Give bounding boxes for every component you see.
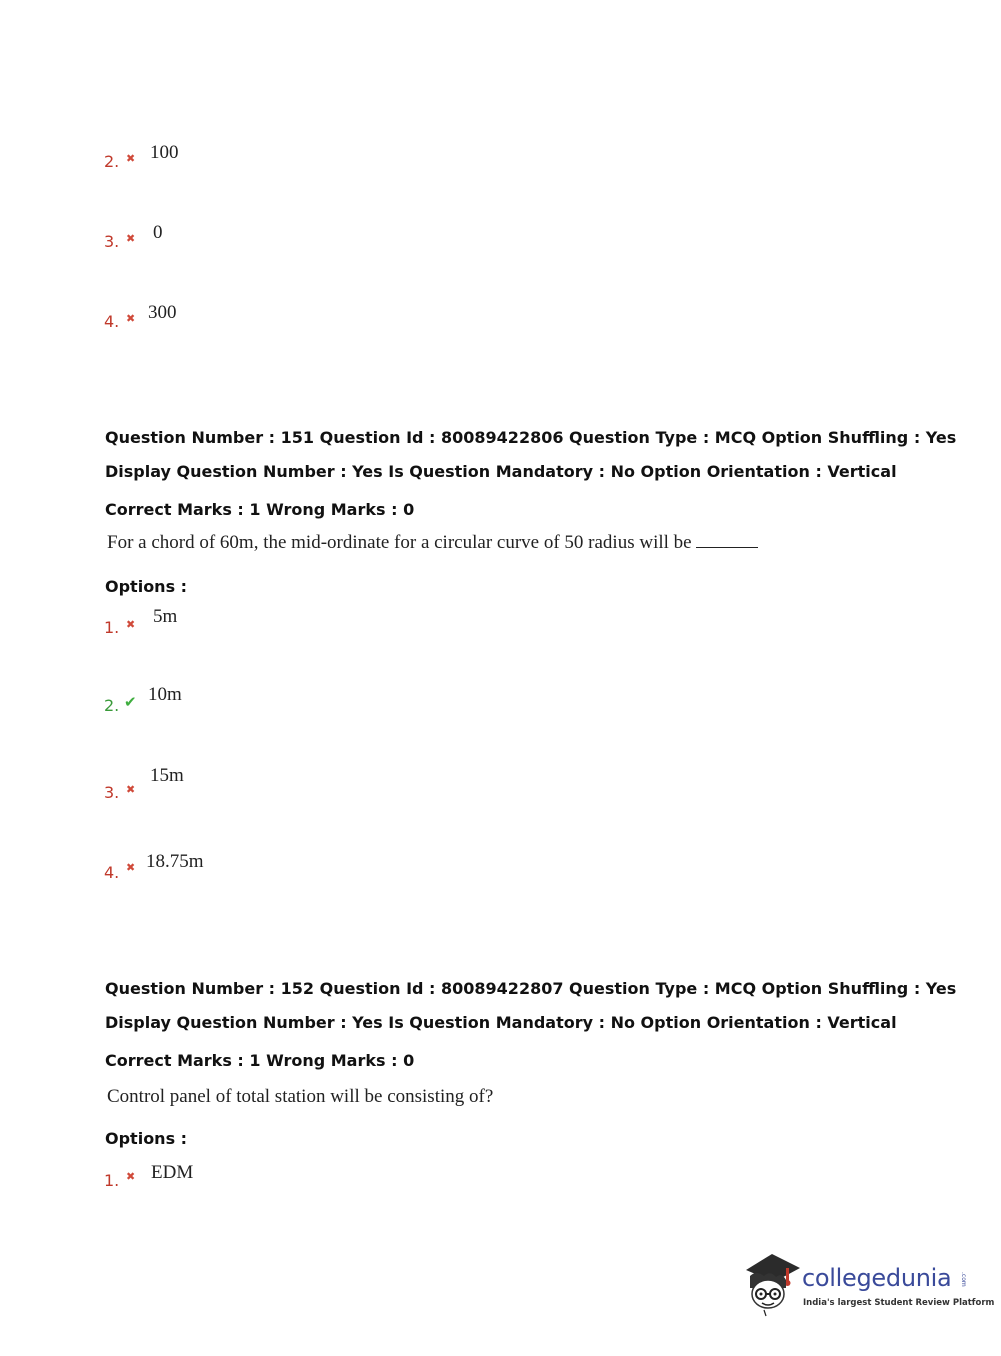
option-number: 4. xyxy=(104,863,120,882)
brand-tagline: India's largest Student Review Platform xyxy=(803,1298,995,1308)
question-meta-line-1: Question Number : 151 Question Id : 80089422806 Question Type : MCQ Option Shuffling : Yes xyxy=(105,428,957,447)
option-text: EDM xyxy=(151,1162,194,1183)
option-text: 10m xyxy=(148,684,182,705)
wrong-mark-icon: ✖ xyxy=(126,861,136,874)
option-number: 4. xyxy=(104,312,120,331)
option-text: 0 xyxy=(153,222,163,243)
options-label: Options : xyxy=(105,577,188,596)
option-text: 15m xyxy=(150,765,184,786)
wrong-mark-icon: ✖ xyxy=(126,1170,136,1183)
question-marks: Correct Marks : 1 Wrong Marks : 0 xyxy=(105,500,415,519)
option-text: 100 xyxy=(150,142,179,163)
option-text: 300 xyxy=(148,302,177,323)
option-text: 5m xyxy=(153,606,178,627)
option-text: 18.75m xyxy=(146,851,204,872)
wrong-mark-icon: ✖ xyxy=(126,152,136,165)
correct-mark-icon: ✔ xyxy=(124,693,137,711)
question-marks: Correct Marks : 1 Wrong Marks : 0 xyxy=(105,1051,415,1070)
option-number: 2. xyxy=(104,696,120,715)
brand-suffix: .com xyxy=(960,1272,967,1287)
wrong-mark-icon: ✖ xyxy=(126,232,136,245)
question-meta-line-1: Question Number : 152 Question Id : 80089422807 Question Type : MCQ Option Shuffling : Yes xyxy=(105,979,957,998)
wrong-mark-icon: ✖ xyxy=(126,618,136,631)
option-number: 3. xyxy=(104,783,120,802)
wrong-mark-icon: ✖ xyxy=(126,312,136,325)
mascot-icon xyxy=(742,1250,802,1318)
question-text: Control panel of total station will be consisting of? xyxy=(107,1086,494,1107)
option-number: 1. xyxy=(104,1171,120,1190)
question-meta-line-2: Display Question Number : Yes Is Question Mandatory : No Option Orientation : Vertical xyxy=(105,462,897,481)
options-label: Options : xyxy=(105,1129,188,1148)
question-text xyxy=(107,532,758,554)
wrong-mark-icon: ✖ xyxy=(126,783,136,796)
answer-blank xyxy=(696,533,758,548)
option-number: 2. xyxy=(104,152,120,171)
option-number: 1. xyxy=(104,618,120,637)
question-text-content: For a chord of 60m, the mid-ordinate for a circular curve of 50 radius will be xyxy=(107,532,692,553)
collegedunia-logo xyxy=(742,1250,995,1320)
brand-name: collegedunia xyxy=(802,1264,952,1292)
question-meta-line-2: Display Question Number : Yes Is Question Mandatory : No Option Orientation : Vertical xyxy=(105,1013,897,1032)
option-number: 3. xyxy=(104,232,120,251)
